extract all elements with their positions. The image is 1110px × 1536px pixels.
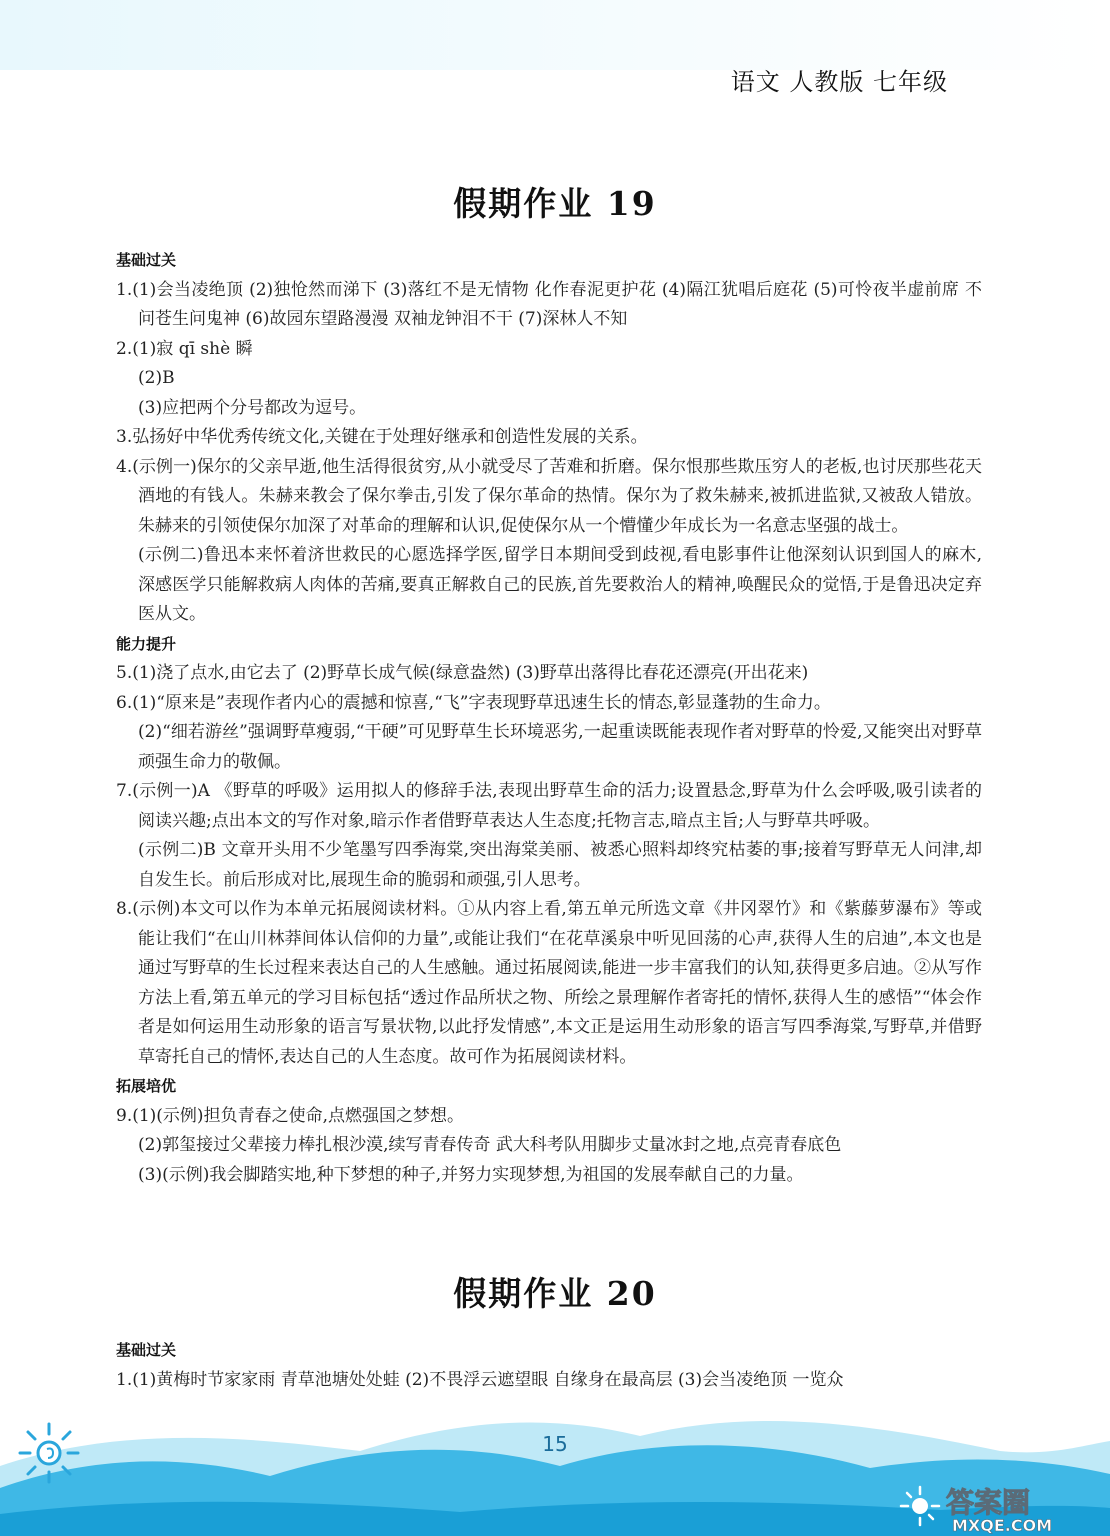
answer-8: 8.(示例)本文可以作为本单元拓展阅读材料。①从内容上看,第五单元所选文章《井冈翠竹》和《紫藤萝瀑布》等或能让我们“在山川林莽间体认信仰的力量”,或能让我们“在花草溪泉中听见回荡的心声,获得人生的启迪”,本文也是通过写野草的生长过程来表达自己的人生感触。通过拓展阅读,能进一步丰富我们的认知,获得更多启迪。②从写作方法上看,第五单元的学习目标包括“透过作品所状之物、所绘之景理解作者寄托的情怀,获得人生的感悟”“体会作者是如何运用生动形象的语言写景状物,以此抒发情感”,本文正是运用生动形象的语言写四季海棠,写野草,并借野草寄托自己的情怀,表达自己的人生态度。故可作为拓展阅读材料。 [116,899,982,1067]
answer-7-example-1: 7.(示例一)A 《野草的呼吸》运用拟人的修辞手法,表现出野草生命的活力;设置悬念,野草为什么会呼吸,吸引读者的阅读兴趣;点出本文的写作对象,暗示作者借野草表达人生态度;托物言志,暗点主旨;人与野草共呼吸。 [116,781,982,831]
homework-19-title: 假期作业 19 [453,184,657,223]
answer-20-1: 1.(1)黄梅时节家家雨 青草池塘处处蛙 (2)不畏浮云遮望眼 自缘身在最高层 (3)会当凌绝顶 一览众 [116,1369,844,1390]
top-decoration-band [0,0,1110,70]
answer-4-example-1: 4.(示例一)保尔的父亲早逝,他生活得很贫穷,从小就受尽了苦难和折磨。保尔恨那些欺压穷人的老板,也讨厌那些花天酒地的有钱人。朱赫来教会了保尔拳击,引发了保尔革命的热情。保尔为了救朱赫来,被抓进监狱,又被敌人错放。朱赫来的引领使保尔加深了对革命的理解和认识,促使保尔从一个懵懂少年成长为一名意志坚强的战士。 [116,456,982,536]
header-subject: 语文 人教版 七年级 [730,68,948,96]
watermark-logo [942,1482,1104,1534]
answer-2-1: 2.(1)寂 qī shè 瞬 [116,338,253,359]
homework-20-content [116,1336,982,1395]
answer-6-2: (2)“细若游丝”强调野草瘦弱,“干硬”可见野草生长环境恶劣,一起重读既能表现作者对野草的怜爱,又能突出对野草顽强生命力的敬佩。 [138,722,982,772]
section-heading-ability: 能力提升 [116,634,177,653]
page-number: 15 [542,1432,568,1456]
homework-19-content [116,246,982,1190]
answer-2-2: (2)B [138,368,175,388]
section-heading-basic-20: 基础过关 [116,1341,177,1359]
answer-9-1: 9.(1)(示例)担负青春之使命,点燃强国之梦想。 [116,1105,464,1126]
answer-5: 5.(1)浇了点水,由它去了 (2)野草长成气候(绿意盎然) (3)野草出落得比春花还漂亮(开出花来) [116,663,809,683]
answer-9-3: (3)(示例)我会脚踏实地,种下梦想的种子,并努力实现梦想,为祖国的发展奉献自己的力量。 [138,1164,804,1185]
answer-2-3: (3)应把两个分号都改为逗号。 [138,397,367,418]
section-heading-extend: 拓展培优 [116,1077,177,1095]
answer-6-1: 6.(1)“原来是”表现作者内心的震撼和惊喜,“飞”字表现野草迅速生长的情态,彰显蓬勃的生命力。 [116,692,831,713]
answer-3: 3.弘扬好中华优秀传统文化,关键在于处理好继承和创造性发展的关系。 [116,427,648,447]
sun-small-icon [898,1484,942,1528]
answer-7-example-2: (示例二)B 文章开头用不少笔墨写四季海棠,突出海棠美丽、被悉心照料却终究枯萎的事;接着写野草无人问津,却自发生长。前后形成对比,展现生命的脆弱和顽强,引人思考。 [138,840,982,890]
section-heading-basic: 基础过关 [116,251,177,269]
watermark-text-en: MXQE.COM [952,1516,1053,1534]
answer-1: 1.(1)会当凌绝顶 (2)独怆然而涕下 (3)落红不是无情物 化作春泥更护花 (4)隔江犹唱后庭花 (5)可怜夜半虚前席 不问苍生问鬼神 (6)故园东望路漫漫 双袖龙钟泪不干 (7)深林人不知 [116,279,982,329]
homework-20-title: 假期作业 20 [453,1274,657,1313]
answer-9-2: (2)郭玺接过父辈接力棒扎根沙漠,续写青春传奇 武大科考队用脚步丈量冰封之地,点亮青春底色 [138,1135,842,1155]
answer-4-example-2: (示例二)鲁迅本来怀着济世救民的心愿选择学医,留学日本期间受到歧视,看电影事件让他深刻认识到国人的麻木,深感医学只能解救病人肉体的苦痛,要真正解救自己的民族,首先要救治人的精神,唤醒民众的觉悟,于是鲁迅决定弃医从文。 [138,545,982,624]
watermark-text-cn: 答案圈 [946,1486,1031,1519]
